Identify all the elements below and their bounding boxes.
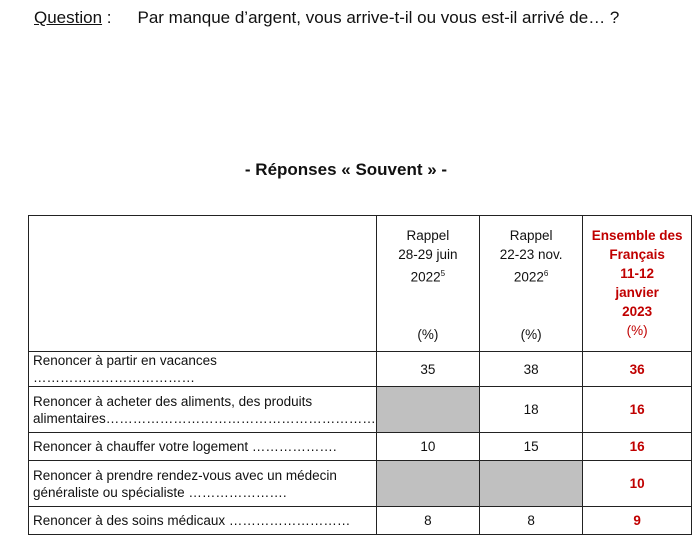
question-text: Par manque d’argent, vous arrive-t-il ou vous est-il arrivé de… ? bbox=[137, 8, 620, 27]
header-row bbox=[29, 216, 692, 352]
question-line bbox=[34, 8, 619, 28]
col-header-line: Français bbox=[609, 247, 665, 262]
cell-value: 18 bbox=[479, 387, 582, 433]
cell-value: 35 bbox=[376, 352, 479, 387]
cell-value: 8 bbox=[479, 507, 582, 535]
col-header-line: 22-23 nov. bbox=[499, 247, 563, 262]
col-header-line: Ensemble des bbox=[591, 228, 683, 243]
cell-total-value: 16 bbox=[583, 387, 692, 433]
col-header-year: 2022 bbox=[513, 269, 544, 285]
results-table bbox=[28, 215, 692, 535]
cell-total-value: 16 bbox=[583, 433, 692, 461]
col-header-year: 2022 bbox=[410, 269, 441, 285]
table-row bbox=[29, 507, 692, 535]
col-header-jan-2023 bbox=[583, 216, 692, 352]
row-label: Renoncer à chauffer votre logement ………………. bbox=[29, 433, 377, 461]
cell-not-applicable bbox=[376, 461, 479, 507]
header-empty-cell bbox=[29, 216, 377, 352]
footnote-ref: 6 bbox=[543, 269, 549, 278]
col-header-unit: (%) bbox=[520, 326, 542, 342]
col-header-line: 11-12 bbox=[620, 266, 654, 281]
col-header-unit: (%) bbox=[417, 326, 439, 342]
footnote-ref: 5 bbox=[440, 269, 446, 278]
cell-value: 10 bbox=[376, 433, 479, 461]
col-header-line: Rappel bbox=[406, 228, 450, 243]
table-row bbox=[29, 352, 692, 387]
col-header-unit: (%) bbox=[626, 323, 648, 338]
cell-not-applicable bbox=[479, 461, 582, 507]
question-label: Question bbox=[34, 8, 103, 27]
table-row bbox=[29, 461, 692, 507]
question-colon: : bbox=[102, 8, 112, 27]
row-label: Renoncer à partir en vacances ……………………………… bbox=[29, 352, 377, 387]
col-header-line: 2023 bbox=[622, 304, 653, 319]
col-header-nov-2022 bbox=[479, 216, 582, 352]
section-subtitle: - Réponses « Souvent » - bbox=[244, 160, 448, 179]
table-row bbox=[29, 433, 692, 461]
row-label: Renoncer à acheter des aliments, des produits alimentaires…………………………………………………… bbox=[29, 387, 377, 433]
row-label: Renoncer à des soins médicaux ……………………… bbox=[29, 507, 377, 535]
cell-value: 15 bbox=[479, 433, 582, 461]
cell-value: 38 bbox=[479, 352, 582, 387]
cell-value: 8 bbox=[376, 507, 479, 535]
col-header-june-2022 bbox=[376, 216, 479, 352]
row-label: Renoncer à prendre rendez-vous avec un médecin généraliste ou spécialiste …………………. bbox=[29, 461, 377, 507]
col-header-line: Rappel bbox=[509, 228, 553, 243]
col-header-line: 28-29 juin bbox=[398, 247, 458, 262]
cell-total-value: 10 bbox=[583, 461, 692, 507]
cell-not-applicable bbox=[376, 387, 479, 433]
col-header-line: janvier bbox=[615, 285, 659, 300]
cell-total-value: 9 bbox=[583, 507, 692, 535]
cell-total-value: 36 bbox=[583, 352, 692, 387]
table-row bbox=[29, 387, 692, 433]
